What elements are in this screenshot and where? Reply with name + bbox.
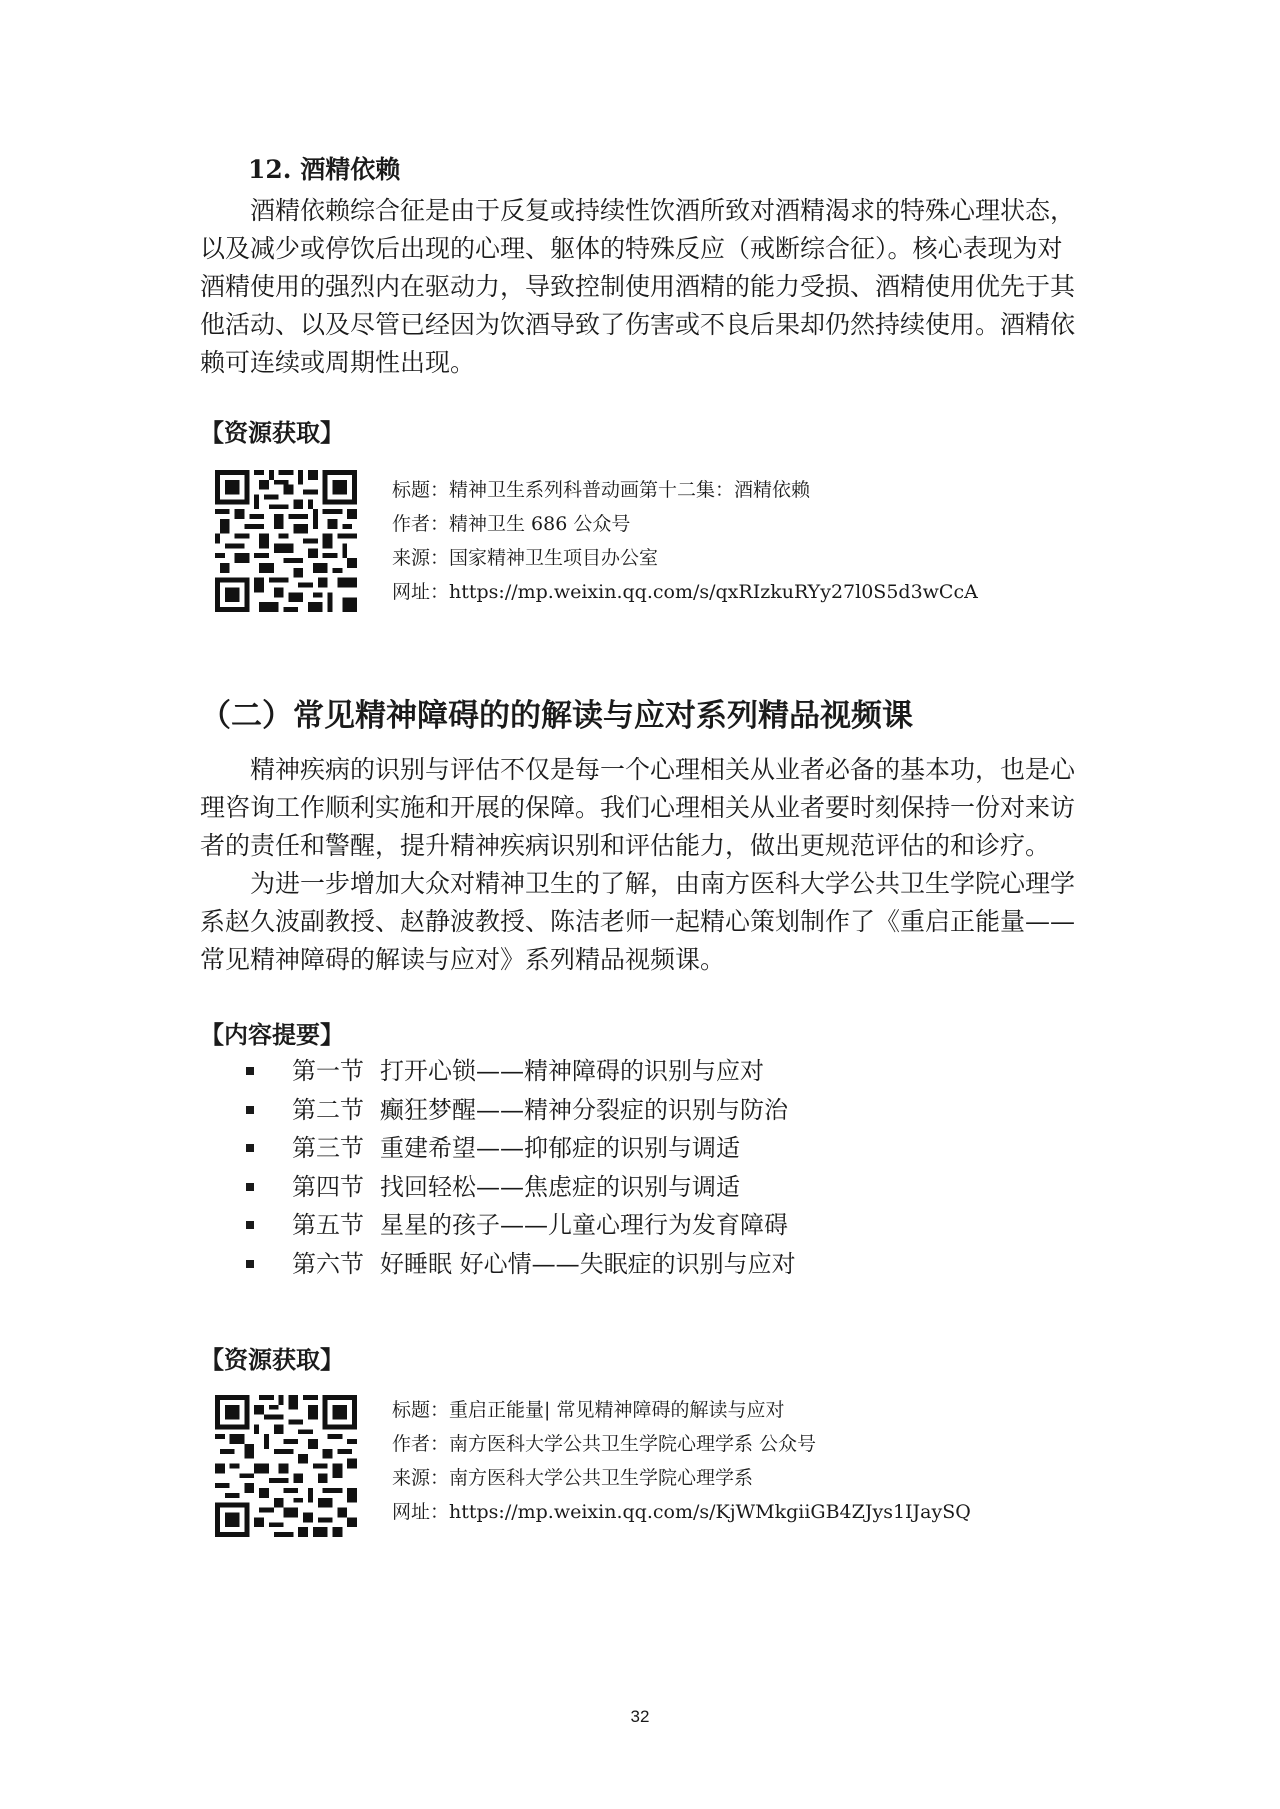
section-heading-common-disorders: （二）常见精神障碍的的解读与应对系列精品视频课 bbox=[200, 698, 913, 734]
page-number: 32 bbox=[630, 1707, 650, 1726]
contents-list bbox=[246, 1052, 796, 1283]
section-title: 打开心锁——精神障碍的识别与应对 bbox=[380, 1057, 764, 1085]
section-number: 第二节 bbox=[292, 1095, 364, 1124]
paragraph-line: 酒精使用的强烈内在驱动力，导致控制使用酒精的能力受损、酒精使用优先于其 bbox=[200, 272, 1076, 301]
section-number: 第四节 bbox=[292, 1172, 364, 1201]
resource-source: 来源：国家精神卫生项目办公室 bbox=[392, 547, 659, 569]
paragraph-line: 者的责任和警醒，提升精神疾病识别和评估能力，做出更规范评估的和诊疗。 bbox=[200, 831, 1051, 860]
section-title: 星星的孩子——儿童心理行为发育障碍 bbox=[380, 1211, 788, 1239]
section-number: 第六节 bbox=[292, 1249, 364, 1278]
section-heading-alcohol: 12. 酒精依赖 bbox=[248, 155, 401, 184]
paragraph-line: 为进一步增加大众对精神卫生的了解，由南方医科大学公共卫生学院心理学 bbox=[250, 869, 1076, 898]
paragraph-line: 常见精神障碍的解读与应对》系列精品视频课。 bbox=[200, 945, 726, 974]
course-paragraph bbox=[200, 865, 1090, 979]
list-item bbox=[246, 1245, 796, 1284]
resource-author: 作者：精神卫生 686 公众号 bbox=[392, 513, 631, 535]
resource-title: 标题：重启正能量| 常见精神障碍的解读与应对 bbox=[392, 1399, 785, 1421]
bullet-icon bbox=[246, 1260, 254, 1268]
resource-source: 来源：南方医科大学公共卫生学院心理学系 bbox=[392, 1467, 754, 1489]
paragraph-line: 精神疾病的识别与评估不仅是每一个心理相关从业者必备的基本功，也是心 bbox=[250, 755, 1076, 784]
qr-code-icon[interactable] bbox=[215, 1395, 357, 1537]
list-item bbox=[246, 1129, 796, 1168]
resource-url[interactable]: 网址：https://mp.weixin.qq.com/s/KjWMkgiiGB4ZJys1IJaySQ bbox=[392, 1501, 971, 1523]
list-item bbox=[246, 1168, 796, 1207]
bullet-icon bbox=[246, 1221, 254, 1229]
list-item bbox=[246, 1206, 796, 1245]
section-number: 第一节 bbox=[292, 1057, 364, 1085]
intro-paragraph bbox=[200, 751, 1090, 865]
section-title: 好睡眠 好心情——失眠症的识别与应对 bbox=[380, 1249, 796, 1278]
section-title: 癫狂梦醒——精神分裂症的识别与防治 bbox=[380, 1095, 788, 1124]
resource-label: 【资源获取】 bbox=[200, 1345, 344, 1374]
resource-title: 标题：精神卫生系列科普动画第十二集：酒精依赖 bbox=[392, 479, 811, 501]
paragraph-line: 他活动、以及尽管已经因为饮酒导致了伤害或不良后果却仍然持续使用。酒精依 bbox=[200, 310, 1076, 339]
list-item bbox=[246, 1091, 796, 1130]
contents-label: 【内容提要】 bbox=[200, 1020, 344, 1049]
resource-url[interactable]: 网址：https://mp.weixin.qq.com/s/qxRIzkuRYy27l0S5d3wCcA bbox=[392, 581, 978, 603]
bullet-icon bbox=[246, 1183, 254, 1191]
list-item bbox=[246, 1052, 796, 1091]
section-number: 第五节 bbox=[292, 1211, 364, 1239]
resource-meta bbox=[392, 473, 978, 609]
resource-author: 作者：南方医科大学公共卫生学院心理学系 公众号 bbox=[392, 1433, 817, 1455]
paragraph-line: 系赵久波副教授、赵静波教授、陈洁老师一起精心策划制作了《重启正能量—— bbox=[200, 907, 1076, 936]
bullet-icon bbox=[246, 1067, 254, 1075]
bullet-icon bbox=[246, 1144, 254, 1152]
section-title: 重建希望——抑郁症的识别与调适 bbox=[380, 1134, 740, 1162]
paragraph-line: 酒精依赖综合征是由于反复或持续性饮酒所致对酒精渴求的特殊心理状态， bbox=[250, 196, 1076, 225]
bullet-icon bbox=[246, 1106, 254, 1114]
alcohol-paragraph bbox=[200, 192, 1090, 382]
qr-code-icon[interactable] bbox=[215, 470, 357, 612]
section-title: 找回轻松——焦虑症的识别与调适 bbox=[380, 1172, 740, 1201]
section-number: 第三节 bbox=[292, 1134, 364, 1162]
paragraph-line: 以及减少或停饮后出现的心理、躯体的特殊反应（戒断综合征）。核心表现为对 bbox=[200, 234, 1063, 263]
resource-meta bbox=[392, 1393, 971, 1529]
paragraph-line: 理咨询工作顺利实施和开展的保障。我们心理相关从业者要时刻保持一份对来访 bbox=[200, 793, 1076, 822]
resource-label: 【资源获取】 bbox=[200, 418, 344, 447]
paragraph-line: 赖可连续或周期性出现。 bbox=[200, 348, 476, 377]
